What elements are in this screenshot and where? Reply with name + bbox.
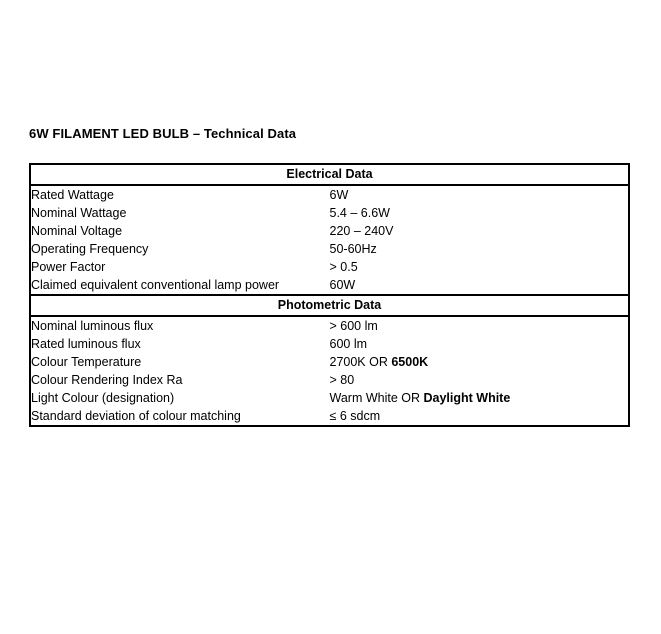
value-plain: ≤ 6 sdcm [329,409,381,423]
parameter-value [330,204,630,222]
parameter-label: Colour Rendering Index Ra [31,373,183,387]
parameter-value [330,389,630,407]
parameter-label: Operating Frequency [31,242,149,256]
parameter-value [330,276,630,295]
parameter-value [330,258,630,276]
value-plain: 2700K OR [329,355,392,369]
parameter-label: Claimed equivalent conventional lamp power [31,278,280,292]
table-row [30,204,629,222]
parameter-label: Rated Wattage [31,188,114,202]
value-plain: 220 – 240V [329,224,394,238]
value-plain: > 80 [329,373,355,387]
value-plain: > 600 lm [329,319,378,333]
value-plain: Warm White OR [329,391,424,405]
table-row [30,353,629,371]
parameter-value [330,222,630,240]
parameter-value [330,335,630,353]
value-plain: 600 lm [329,337,368,351]
parameter-label: Light Colour (designation) [31,391,175,405]
parameter-value [330,316,630,335]
value-emphasis: 6500K [391,355,429,369]
parameter-label: Nominal luminous flux [31,319,154,333]
parameter-value [330,353,630,371]
value-plain: 6W [329,188,349,202]
table-row [30,240,629,258]
section-header-row-photometric [30,295,629,316]
table-row [30,316,629,335]
table-row [30,335,629,353]
technical-data-table-body [30,164,629,426]
parameter-label: Nominal Voltage [31,224,123,238]
parameter-label: Rated luminous flux [31,337,141,351]
parameter-value [330,407,630,426]
parameter-value [330,185,630,204]
value-plain: 5.4 – 6.6W [329,206,390,220]
value-plain: 50-60Hz [329,242,377,256]
value-emphasis: Daylight White [423,391,511,405]
parameter-label: Nominal Wattage [31,206,127,220]
value-plain: 60W [329,278,356,292]
section-header-photometric: Photometric Data [30,295,629,316]
section-header-electrical: Electrical Data [30,164,629,185]
table-row [30,185,629,204]
table-row [30,371,629,389]
table-row [30,258,629,276]
table-row [30,389,629,407]
parameter-value [330,240,630,258]
parameter-label: Colour Temperature [31,355,142,369]
section-header-row-electrical [30,164,629,185]
parameter-label: Power Factor [31,260,106,274]
table-row [30,276,629,295]
table-row [30,407,629,426]
technical-data-table [29,163,630,427]
table-row [30,222,629,240]
value-plain: > 0.5 [329,260,358,274]
parameter-value [330,371,630,389]
page-title: 6W FILAMENT LED BULB – Technical Data [29,126,297,141]
parameter-label: Standard deviation of colour matching [31,409,241,423]
